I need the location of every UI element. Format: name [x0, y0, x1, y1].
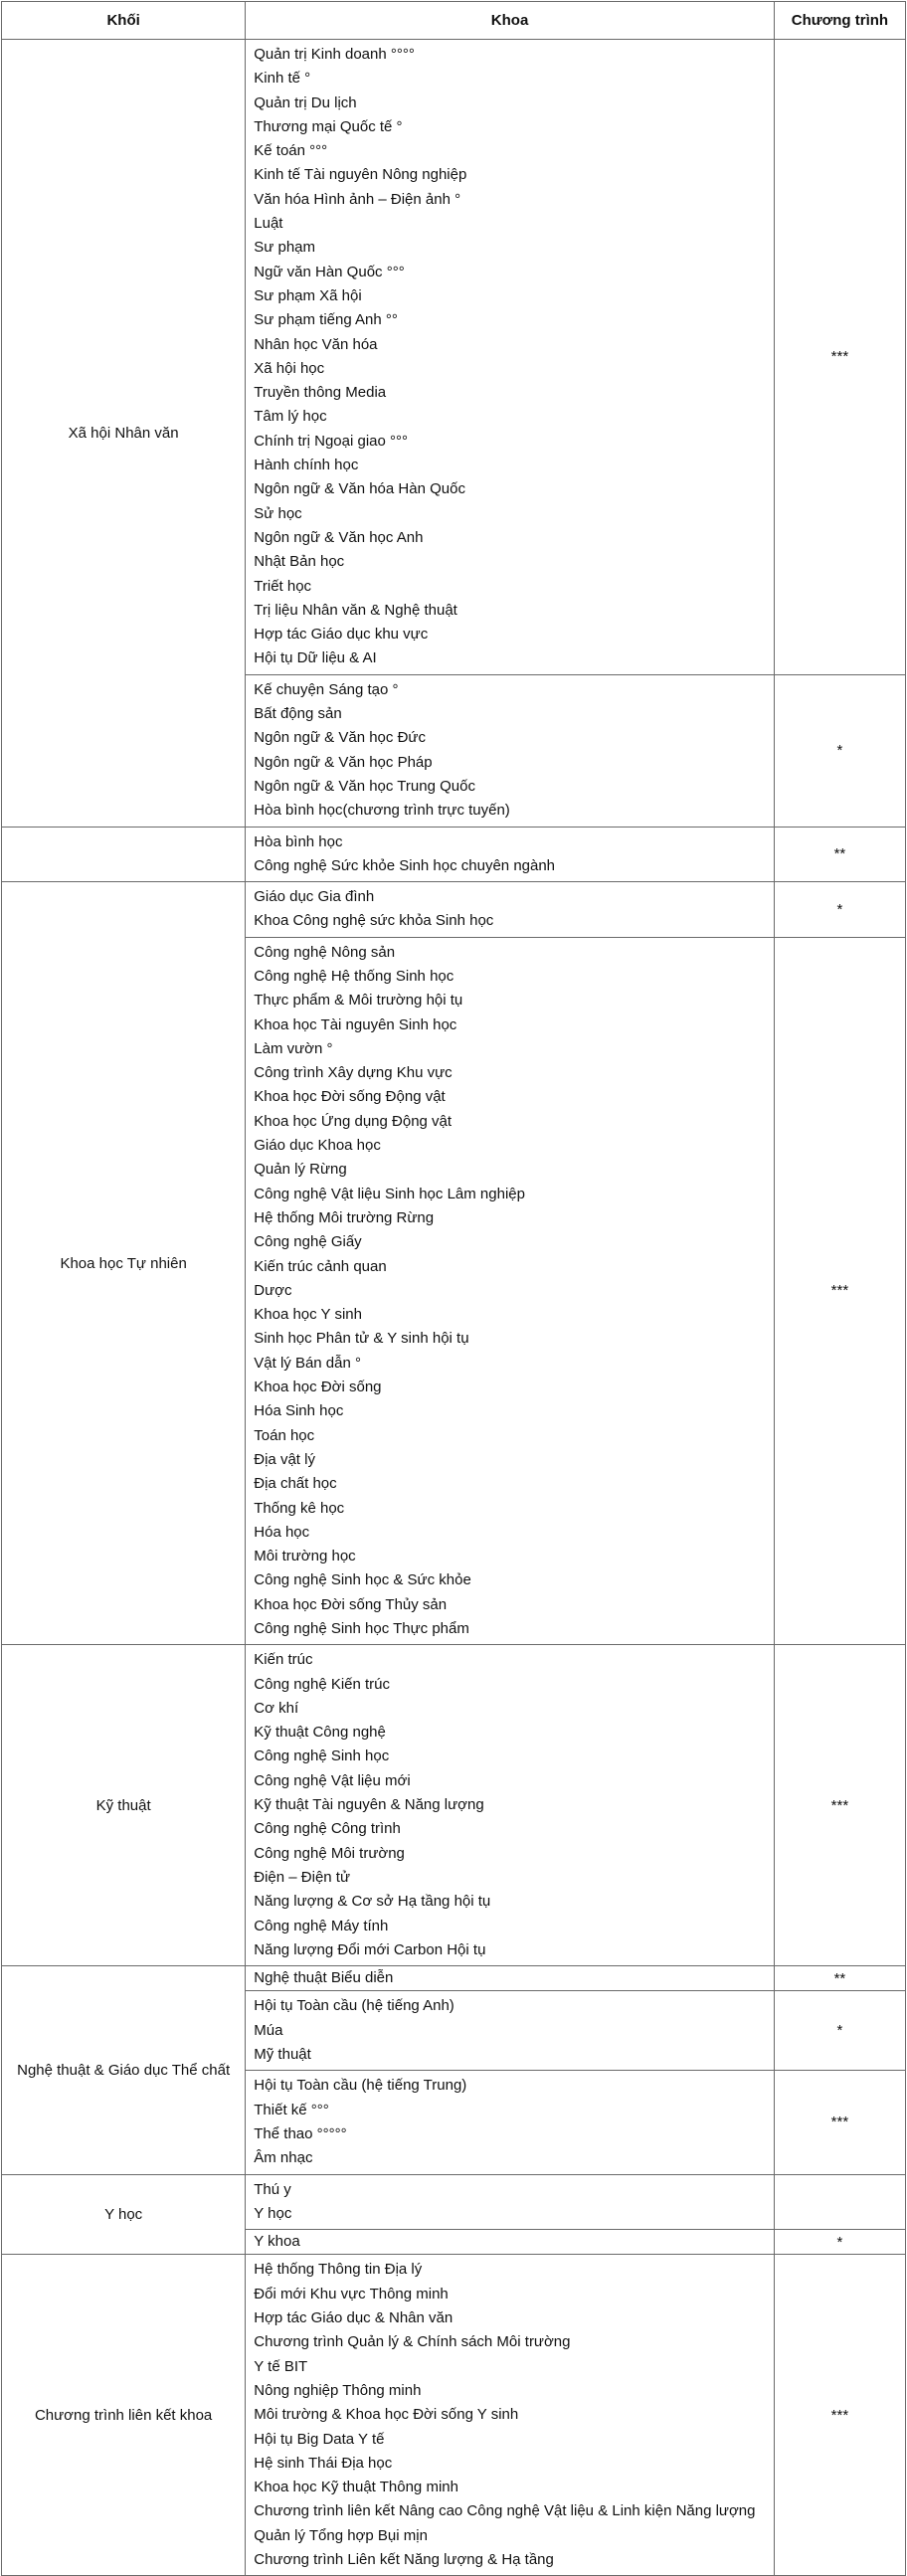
program-cell: * [774, 2230, 905, 2255]
faculty-item: Y tế BIT [254, 2357, 308, 2375]
faculty-item: Hóa Sinh học [254, 1402, 344, 1420]
faculty-item: Y học [254, 2204, 292, 2222]
khoa-cell [246, 674, 775, 827]
faculty-item: Thiết kế °°° [254, 2101, 329, 2118]
faculty-item: Công nghệ Vật liệu Sinh học Lâm nghiệp [254, 1185, 525, 1202]
faculty-item: Hội tụ Toàn cầu (hệ tiếng Trung) [254, 2077, 467, 2095]
faculty-item: Hệ sinh Thái Địa học [254, 2454, 393, 2472]
faculty-item: Kinh tế Tài nguyên Nông nghiệp [254, 166, 467, 184]
faculty-item: Giáo dục Gia đình [254, 888, 375, 906]
faculty-item: Kinh tế ° [254, 70, 311, 88]
faculty-item: Kế chuyện Sáng tạo ° [254, 680, 399, 698]
header-khoi: Khối [2, 2, 246, 40]
faculty-item: Môi trường & Khoa học Đời sống Y sinh [254, 2406, 519, 2424]
khoa-cell [246, 1645, 775, 1966]
table-row [2, 2255, 906, 2576]
khoa-cell: Nghệ thuật Biểu diễn [246, 1966, 775, 1991]
program-cell: *** [774, 2071, 905, 2174]
faculty-item: Truyền thông Media [254, 384, 387, 402]
header-khoa: Khoa [246, 2, 775, 40]
program-cell: *** [774, 937, 905, 1645]
faculty-item: Hệ thống Môi trường Rừng [254, 1208, 435, 1226]
faculty-item: Ngôn ngữ & Văn học Trung Quốc [254, 777, 475, 795]
faculty-item: Địa vật lý [254, 1450, 315, 1468]
program-cell: ** [774, 827, 905, 882]
khoi-cell: Y học [2, 2174, 246, 2255]
table-body [2, 40, 906, 2576]
faculty-item: Công nghệ Môi trường [254, 1844, 405, 1862]
faculty-item: Kỹ thuật Công nghệ [254, 1724, 386, 1742]
faculty-item: Ngữ văn Hàn Quốc °°° [254, 263, 405, 280]
khoa-cell [246, 1991, 775, 2071]
faculty-item: Mỹ thuật [254, 2046, 311, 2064]
faculty-item: Khoa Công nghệ sức khỏa Sinh học [254, 912, 494, 930]
faculty-item: Chính trị Ngoại giao °°° [254, 432, 409, 450]
program-cell: *** [774, 2255, 905, 2576]
faculty-item: Công nghệ Vật liệu mới [254, 1771, 411, 1789]
faculty-item: Khoa học Y sinh [254, 1306, 362, 1324]
faculty-item: Ngôn ngữ & Văn hóa Hàn Quốc [254, 480, 465, 498]
table-row [2, 1966, 906, 1991]
faculty-item: Thương mại Quốc tế ° [254, 117, 403, 135]
table-row [2, 882, 906, 938]
faculty-item: Tâm lý học [254, 408, 327, 426]
khoa-cell [246, 2071, 775, 2174]
faculty-item: Công nghệ Hệ thống Sinh học [254, 967, 454, 985]
khoa-cell: Y khoa [246, 2230, 775, 2255]
faculty-item: Kiến trúc [254, 1651, 313, 1669]
faculty-item: Năng lượng & Cơ sở Hạ tầng hội tụ [254, 1893, 491, 1911]
table-row [2, 827, 906, 882]
faculty-item: Năng lượng Đổi mới Carbon Hội tụ [254, 1940, 486, 1958]
program-cell: *** [774, 1645, 905, 1966]
faculty-item: Giáo dục Khoa học [254, 1137, 381, 1155]
faculty-item: Công nghệ Sinh học Thực phẩm [254, 1620, 469, 1637]
faculty-item: Dược [254, 1281, 292, 1299]
faculty-item: Công trình Xây dựng Khu vực [254, 1064, 453, 1082]
program-cell: * [774, 882, 905, 938]
faculty-item: Khoa học Ứng dụng Động vật [254, 1112, 453, 1130]
faculty-item: Sư phạm Xã hội [254, 286, 362, 304]
faculty-item: Sinh học Phân tử & Y sinh hội tụ [254, 1330, 469, 1348]
faculty-item: Quản trị Kinh doanh °°°° [254, 46, 415, 63]
faculty-item: Hệ thống Thông tin Địa lý [254, 2261, 423, 2279]
faculty-item: Quản trị Du lịch [254, 93, 357, 111]
table-row [2, 1645, 906, 1966]
khoi-cell: Nghệ thuật & Giáo dục Thể chất [2, 1966, 246, 2174]
header-chuong-trinh: Chương trình [774, 2, 905, 40]
faculty-item: Kiến trúc cảnh quan [254, 1257, 387, 1275]
faculty-item: Quản lý Rừng [254, 1161, 347, 1179]
table-row [2, 2174, 906, 2230]
header-row [2, 2, 906, 40]
faculty-item: Cơ khí [254, 1699, 299, 1717]
program-cell: * [774, 674, 905, 827]
faculty-item: Nhân học Văn hóa [254, 335, 378, 353]
khoa-cell [246, 827, 775, 882]
faculty-item: Hóa học [254, 1523, 310, 1541]
faculty-item: Hợp tác Giáo dục & Nhân văn [254, 2309, 454, 2327]
faculty-item: Quản lý Tổng hợp Bụi mịn [254, 2526, 428, 2544]
faculty-item: Triết học [254, 577, 312, 595]
faculty-item: Thú y [254, 2180, 291, 2198]
faculty-item: Công nghệ Sức khỏe Sinh học chuyên ngành [254, 856, 556, 874]
faculty-item: Kỹ thuật Tài nguyên & Năng lượng [254, 1796, 484, 1814]
faculty-item: Hợp tác Giáo dục khu vực [254, 626, 429, 644]
faculty-item: Toán học [254, 1426, 315, 1444]
faculty-item: Hòa bình học [254, 832, 343, 850]
program-cell [774, 2174, 905, 2230]
faculty-item: Ngôn ngữ & Văn học Anh [254, 528, 424, 546]
faculty-item: Kế toán °°° [254, 142, 328, 160]
faculty-item: Khoa học Đời sống [254, 1379, 382, 1396]
faculty-item: Điện – Điện tử [254, 1868, 351, 1886]
faculty-item: Hành chính học [254, 457, 359, 474]
faculty-item: Đổi mới Khu vực Thông minh [254, 2285, 449, 2302]
faculty-item: Thống kê học [254, 1499, 345, 1517]
khoi-cell: Khoa học Tự nhiên [2, 882, 246, 1645]
faculty-item: Chương trình Quản lý & Chính sách Môi trường [254, 2333, 571, 2351]
faculty-item: Sư phạm tiếng Anh °° [254, 311, 398, 329]
program-cell: * [774, 1991, 905, 2071]
faculty-item: Công nghệ Sinh học & Sức khỏe [254, 1571, 471, 1589]
khoi-cell [2, 827, 246, 882]
table-row [2, 40, 906, 675]
faculty-item: Xã hội học [254, 359, 325, 377]
program-cell: *** [774, 40, 905, 675]
faculty-item: Địa chất học [254, 1475, 337, 1493]
faculty-item: Ngôn ngữ & Văn học Pháp [254, 753, 433, 771]
khoi-cell: Kỹ thuật [2, 1645, 246, 1966]
faculty-item: Sử học [254, 504, 302, 522]
faculty-item: Chương trình liên kết Nâng cao Công nghệ Vật liệu & Linh kiện Năng lượng [254, 2502, 756, 2520]
faculty-item: Múa [254, 2021, 283, 2039]
faculty-item: Ngôn ngữ & Văn học Đức [254, 729, 426, 747]
faculty-item: Công nghệ Công trình [254, 1820, 401, 1838]
khoi-cell: Xã hội Nhân văn [2, 40, 246, 828]
faculty-item: Vật lý Bán dẫn ° [254, 1354, 361, 1372]
faculty-item: Nhật Bản học [254, 553, 345, 571]
faculty-item: Nông nghiệp Thông minh [254, 2381, 422, 2399]
faculty-item: Hội tụ Big Data Y tế [254, 2430, 385, 2448]
faculty-item: Hòa bình học(chương trình trực tuyến) [254, 802, 510, 820]
faculty-item: Trị liệu Nhân văn & Nghệ thuật [254, 601, 457, 619]
faculty-item: Làm vườn ° [254, 1039, 333, 1057]
faculty-item: Thực phẩm & Môi trường hội tụ [254, 992, 463, 1010]
khoi-cell: Chương trình liên kết khoa [2, 2255, 246, 2576]
faculty-item: Công nghệ Giấy [254, 1233, 362, 1251]
faculty-item: Hội tụ Toàn cầu (hệ tiếng Anh) [254, 1997, 454, 2015]
faculty-item: Bất động sản [254, 705, 342, 723]
faculty-item: Hội tụ Dữ liệu & AI [254, 649, 377, 667]
faculty-item: Âm nhạc [254, 2149, 313, 2167]
khoa-cell [246, 2174, 775, 2230]
faculty-item: Công nghệ Máy tính [254, 1917, 389, 1934]
faculty-item: Chương trình Liên kết Năng lượng & Hạ tầng [254, 2550, 554, 2568]
faculty-item: Thể thao °°°°° [254, 2124, 347, 2142]
faculty-item: Sư phạm [254, 239, 316, 257]
khoa-cell [246, 882, 775, 938]
faculty-item: Môi trường học [254, 1548, 356, 1565]
khoa-cell [246, 2255, 775, 2576]
khoa-cell [246, 40, 775, 675]
faculty-item: Công nghệ Sinh học [254, 1748, 390, 1765]
programs-table [1, 1, 906, 2576]
faculty-item: Khoa học Tài nguyên Sinh học [254, 1015, 457, 1033]
faculty-item: Công nghệ Nông sản [254, 943, 396, 961]
khoa-cell [246, 937, 775, 1645]
faculty-item: Công nghệ Kiến trúc [254, 1675, 391, 1693]
faculty-item: Văn hóa Hình ảnh – Điện ảnh ° [254, 190, 461, 208]
program-cell: ** [774, 1966, 905, 1991]
faculty-item: Luật [254, 215, 283, 233]
faculty-item: Khoa học Đời sống Động vật [254, 1088, 446, 1106]
faculty-item: Khoa học Kỹ thuật Thông minh [254, 2479, 458, 2496]
faculty-item: Khoa học Đời sống Thủy sản [254, 1595, 448, 1613]
